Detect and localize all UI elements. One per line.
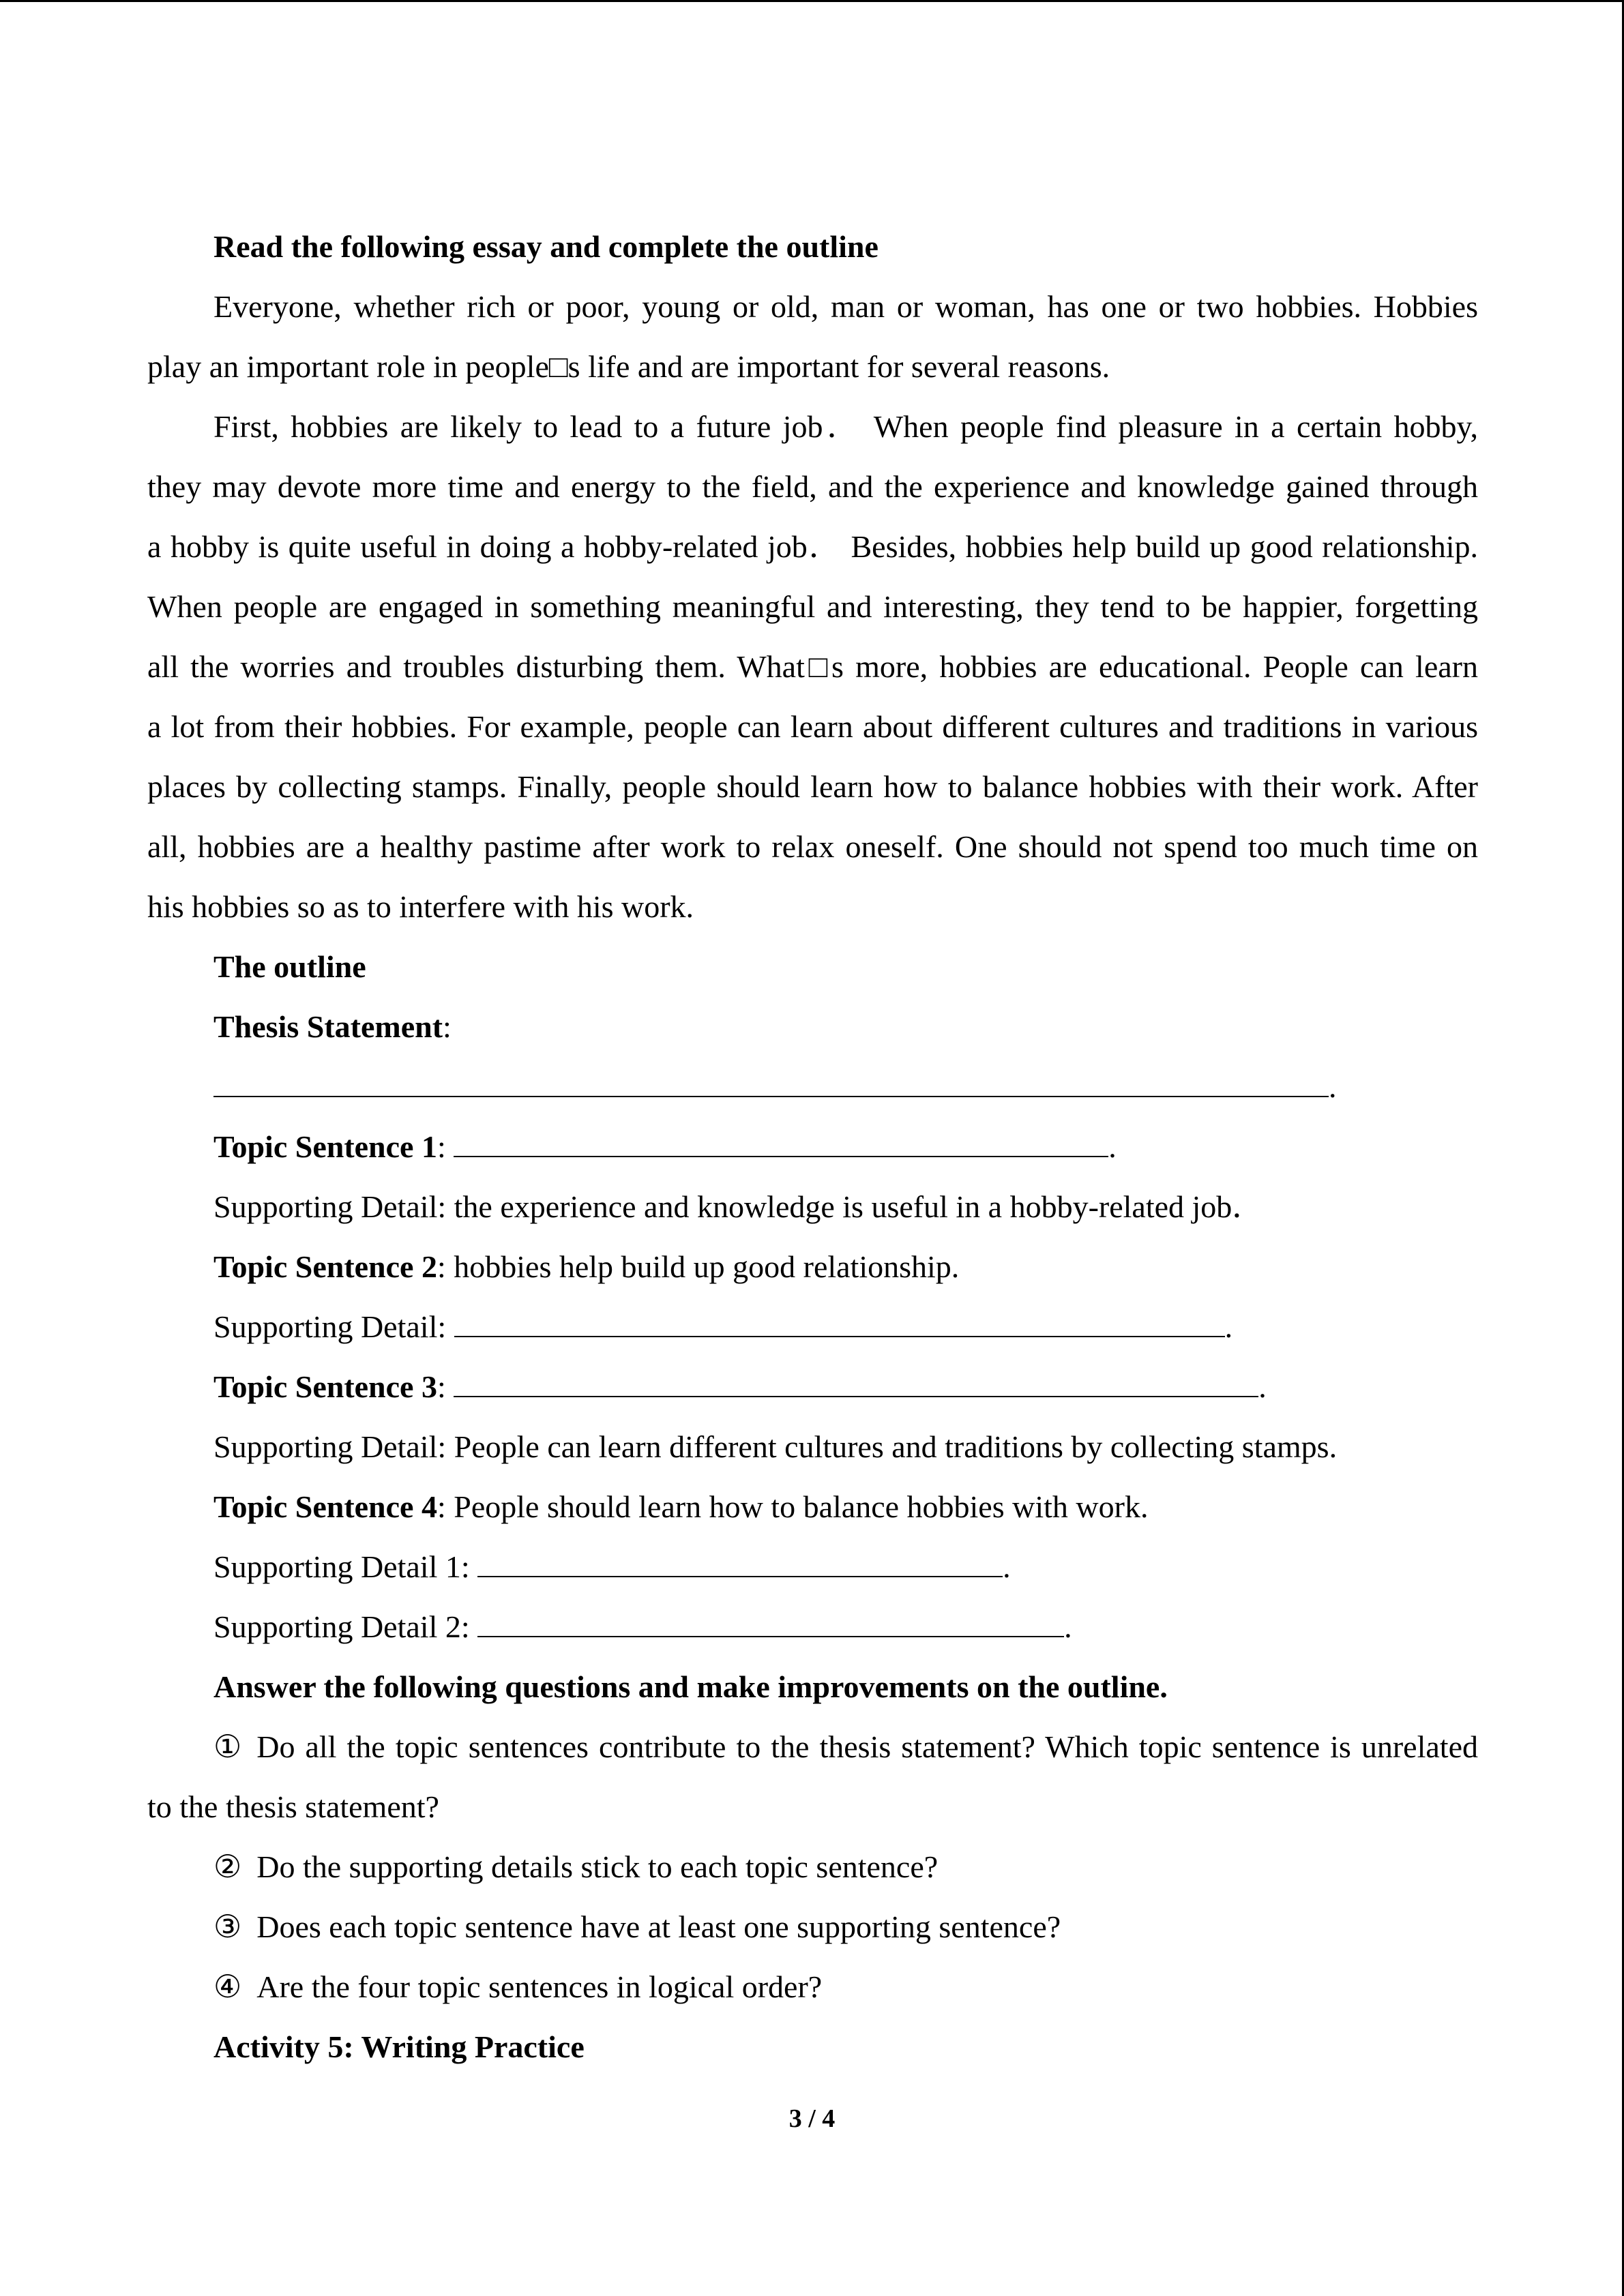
topic-sentence-4-label: Topic Sentence 4 (213, 1489, 437, 1524)
question-4-number: ④ (213, 1969, 242, 2004)
supporting-detail-3-text: People can learn different cultures and traditions by collecting stamps. (454, 1429, 1338, 1464)
question-2-number: ② (213, 1849, 242, 1884)
sd2-colon: : (437, 1309, 447, 1344)
question-1-line1 (147, 1717, 1478, 1777)
question-4 (147, 1957, 1478, 2017)
essay-p2-line3: a hobby is quite useful in doing a hobby-related job． Besides, hobbies help build up good relationship. (147, 529, 1478, 564)
topic-sentence-3-label: Topic Sentence 3 (213, 1369, 437, 1404)
ts3-period: . (1258, 1369, 1267, 1404)
ts2-colon: : (437, 1249, 446, 1284)
page-number: 3 / 4 (788, 2104, 836, 2133)
thesis-statement-row (147, 997, 1478, 1057)
ts4-colon: : (437, 1489, 446, 1524)
topic-sentence-2-label: Topic Sentence 2 (213, 1249, 437, 1284)
question-1-line2: to the thesis statement? (147, 1789, 439, 1824)
sd2-period: . (1224, 1309, 1233, 1344)
topic-sentence-1-row (147, 1117, 1478, 1177)
sd3-colon: : (437, 1429, 447, 1464)
ts3-colon: : (437, 1369, 446, 1404)
essay-p2-line6: a lot from their hobbies. For example, people can learn about different cultures and traditions in various (147, 709, 1478, 744)
question-1-text-line1: Do all the topic sentences contribute to the thesis statement? Which topic sentence is unrelated (256, 1729, 1478, 1764)
sd1-colon: : (437, 1189, 447, 1224)
topic-sentence-1-label: Topic Sentence 1 (213, 1129, 437, 1164)
essay-p2-line2: they may devote more time and energy to the field, and the experience and knowledge gained through (147, 469, 1478, 504)
ts1-period: . (1108, 1129, 1117, 1164)
supporting-detail-3-label: Supporting Detail (213, 1429, 438, 1464)
supporting-detail-4b-row (147, 1597, 1478, 1657)
essay-p1-line2: play an important role in people□s life and are important for several reasons. (147, 349, 1110, 384)
question-3 (147, 1897, 1478, 1957)
document-body (147, 217, 1478, 2077)
thesis-statement-blank[interactable] (213, 1069, 1329, 1097)
topic-sentence-3-row (147, 1357, 1478, 1417)
essay-p2-line5: all the worries and troubles disturbing them. What□s more, hobbies are educational. People can learn (147, 649, 1478, 684)
essay-p2-line4: When people are engaged in something meaningful and interesting, they tend to be happier, forgetting (147, 589, 1478, 624)
supporting-detail-4b-blank[interactable] (477, 1609, 1064, 1637)
essay-p2-line1: First, hobbies are likely to lead to a future job． When people find pleasure in a certain hobby, (213, 409, 1478, 444)
page-border-top (0, 0, 1624, 2)
outline-heading: The outline (213, 949, 366, 984)
supporting-detail-2-row (147, 1297, 1478, 1357)
question-3-text: Does each topic sentence have at least one supporting sentence? (256, 1909, 1061, 1944)
ts1-colon: : (437, 1129, 446, 1164)
supporting-detail-4a-row (147, 1537, 1478, 1597)
supporting-detail-4a-label: Supporting Detail 1 (213, 1549, 461, 1584)
activity-heading: Activity 5: Writing Practice (213, 2029, 585, 2064)
thesis-statement-label: Thesis Statement (213, 1009, 443, 1044)
sd4b-period: . (1064, 1609, 1072, 1644)
supporting-detail-2-blank[interactable] (454, 1309, 1225, 1337)
question-4-text: Are the four topic sentences in logical order? (256, 1969, 823, 2004)
topic-sentence-1-blank[interactable] (454, 1129, 1108, 1157)
topic-sentence-4-text: People should learn how to balance hobbies with work. (454, 1489, 1149, 1524)
section-title: Read the following essay and complete the outline (213, 229, 879, 264)
topic-sentence-4-row (147, 1477, 1478, 1537)
thesis-blank-row (147, 1057, 1478, 1117)
sd4a-period: . (1003, 1549, 1011, 1584)
topic-sentence-2-text: hobbies help build up good relationship. (454, 1249, 960, 1284)
supporting-detail-3-row (147, 1417, 1478, 1477)
sd4a-colon: : (460, 1549, 470, 1584)
supporting-detail-4b-label: Supporting Detail 2 (213, 1609, 461, 1644)
sd4b-colon: : (460, 1609, 470, 1644)
thesis-colon: : (443, 1009, 452, 1044)
topic-sentence-3-blank[interactable] (454, 1369, 1258, 1397)
question-2-text: Do the supporting details stick to each topic sentence? (256, 1849, 939, 1884)
question-2 (147, 1837, 1478, 1897)
essay-p2-line7: places by collecting stamps. Finally, people should learn how to balance hobbies with their work. After (147, 769, 1478, 804)
questions-heading: Answer the following questions and make improvements on the outline. (213, 1669, 1168, 1704)
supporting-detail-2-label: Supporting Detail (213, 1309, 438, 1344)
supporting-detail-1-label: Supporting Detail (213, 1189, 438, 1224)
essay-p2-line9: his hobbies so as to interfere with his work. (147, 889, 694, 924)
supporting-detail-1-text: the experience and knowledge is useful in a hobby-related job． (454, 1189, 1264, 1224)
question-1-number: ① (213, 1729, 242, 1764)
question-3-number: ③ (213, 1909, 242, 1944)
topic-sentence-2-row (147, 1237, 1478, 1297)
essay-p2-line8: all, hobbies are a healthy pastime after work to relax oneself. One should not spend too much time on (147, 829, 1478, 864)
thesis-blank-period: . (1329, 1069, 1337, 1104)
supporting-detail-1-row (147, 1177, 1478, 1237)
supporting-detail-4a-blank[interactable] (477, 1549, 1003, 1577)
essay-p1-line1: Everyone, whether rich or poor, young or old, man or woman, has one or two hobbies. Hobbies (213, 289, 1478, 324)
